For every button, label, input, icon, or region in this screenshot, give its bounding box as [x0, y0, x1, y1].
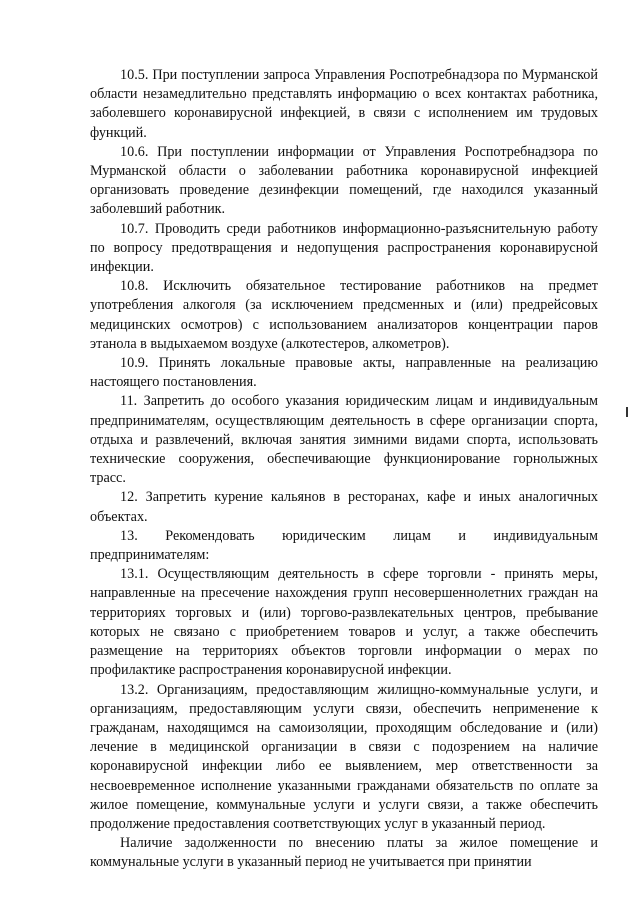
paragraph-10-7: 10.7. Проводить среди работников информационно-разъяснительную работу по вопросу предотвращения и недопущения распространения коронавирусной инфекции.	[90, 220, 598, 276]
paragraph-10-9: 10.9. Принять локальные правовые акты, направленные на реализацию настоящего постановления.	[90, 355, 598, 391]
scan-margin-mark	[626, 407, 628, 417]
paragraph-13: 13. Рекомендовать юридическим лицам и индивидуальным предпринимателям:	[90, 527, 598, 564]
paragraph-13-1: 13.1. Осуществляющим деятельность в сфере торговли - принять меры, направленные на пресечение нахождения групп несовершеннолетних граждан на территориях торговых и (или) торгово-развлекательных центров, пребывание которых не связано с приобретением товаров и услуг, а также обеспечить размещение на территориях объектов торговли информации о мерах по профилактике распространения коронавирусной инфекции.	[90, 566, 598, 679]
paragraph-10-5: 10.5. При поступлении запроса Управления Роспотребнадзора по Мурманской области незамедлительно представлять информацию о всех контактах работника, заболевшего коронавирусной инфекцией, в связи с исполнением им трудовых функций.	[90, 67, 598, 141]
document-page	[90, 66, 598, 873]
paragraph-11: 11. Запретить до особого указания юридическим лицам и индивидуальным предпринимателям, осуществляющим деятельность в сфере организации спорта, отдыха и развлечений, включая занятия зимними видами спорта, использовать технические сооружения, обеспечивающие функционирование горнолыжных трасс.	[90, 393, 598, 487]
paragraph-debt-note: Наличие задолженности по внесению платы за жилое помещение и коммунальные услуги в указанный период не учитывается при принятии	[90, 835, 598, 871]
paragraph-10-6: 10.6. При поступлении информации от Управления Роспотребнадзора по Мурманской области о заболевании работника коронавирусной инфекцией организовать проведение дезинфекции помещений, где находился указанный заболевший работник.	[90, 143, 598, 218]
paragraph-12: 12. Запретить курение кальянов в ресторанах, кафе и иных аналогичных объектах.	[90, 489, 598, 525]
paragraph-10-8: 10.8. Исключить обязательное тестирование работников на предмет употребления алкоголя (за исключением предсменных и (или) предрейсовых медицинских осмотров) с использованием анализаторов концентрации паров этанола в выдыхаемом воздухе (алкотестеров, алкометров).	[90, 278, 598, 352]
paragraph-13-2: 13.2. Организациям, предоставляющим жилищно-коммунальные услуги, и организациям, предоставляющим услуги связи, обеспечить неприменение к гражданам, находящимся на самоизоляции, проходящим обследование и (или) лечение в медицинской организации в связи с подозрением на наличие коронавирусной инфекции либо ее выявлением, мер ответственности за несвоевременное исполнение указанными гражданами обязательств по оплате за жилое помещение, коммунальные услуги и услуги связи, а также обеспечить продолжение предоставления соответствующих услуг в указанный период.	[90, 681, 598, 832]
